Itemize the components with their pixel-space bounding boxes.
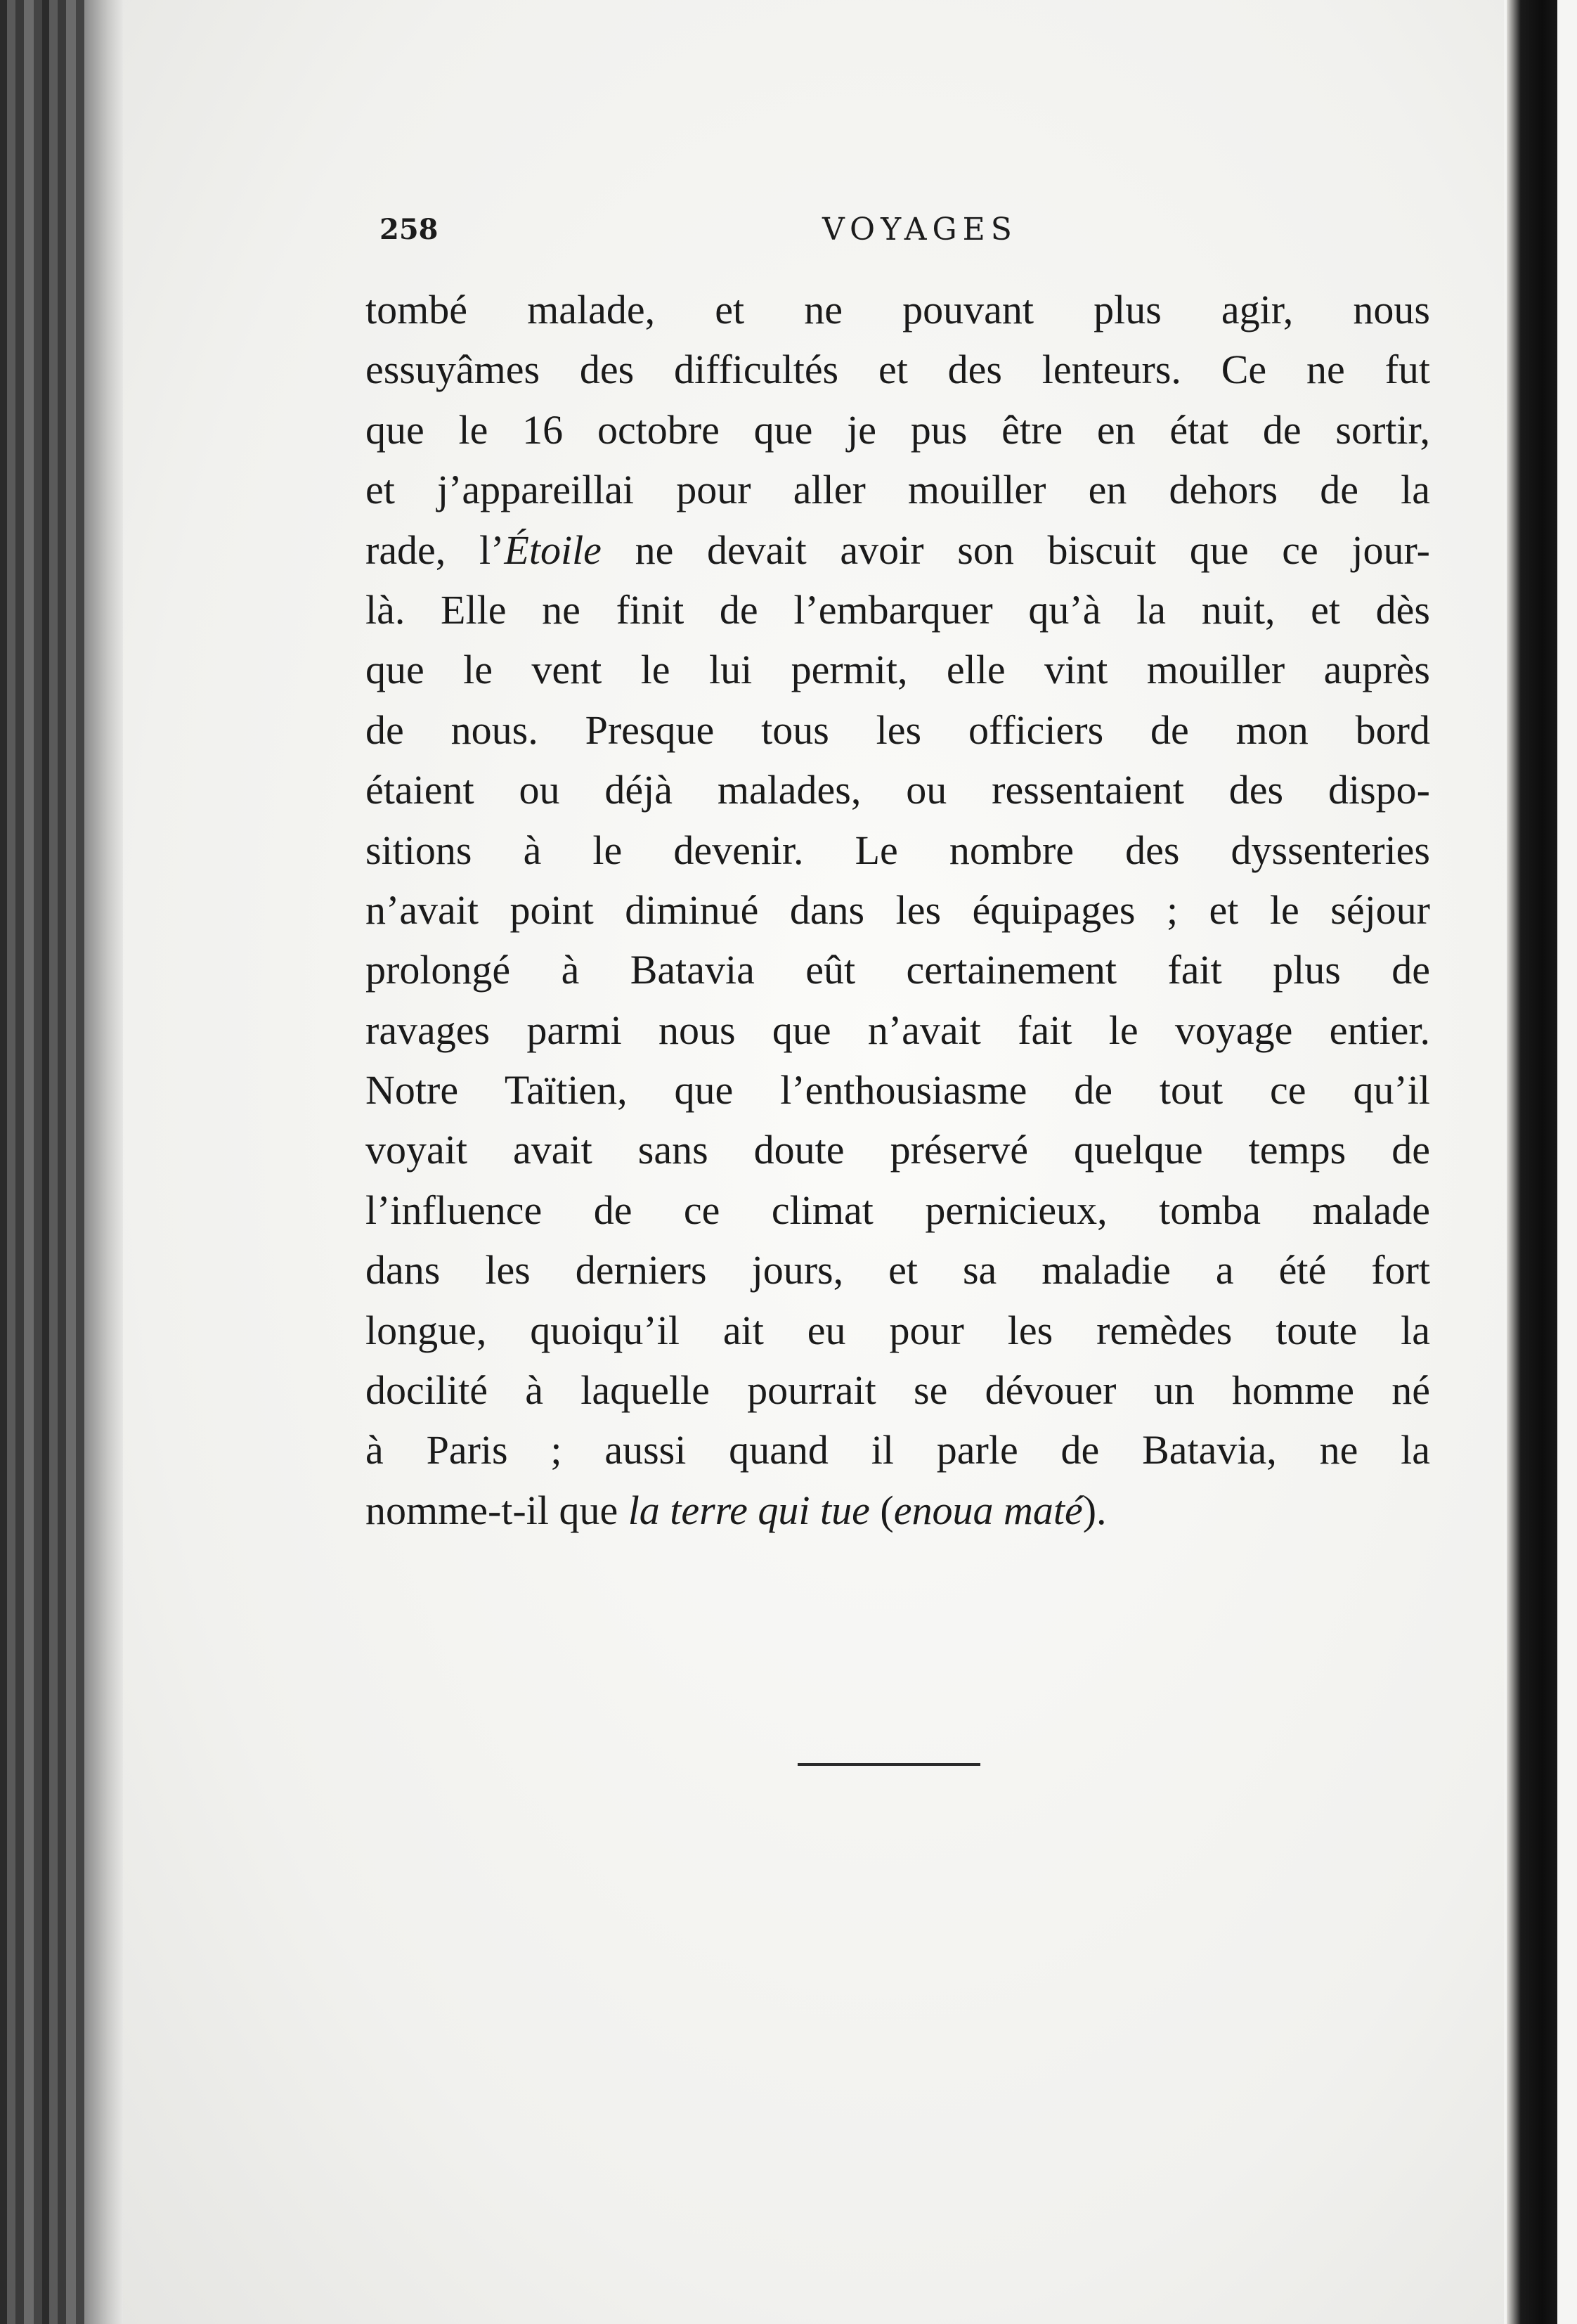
running-head xyxy=(379,207,1420,250)
text-line-15: voyait avait sans doute préservé quelque temps de xyxy=(365,1127,1430,1173)
page-gutter-shadow xyxy=(84,0,123,2324)
text-line-5: rade, l’Étoile ne devait avoir son biscuit que ce jour- xyxy=(365,527,1430,573)
text-line-12: prolongé à Batavia eût certainement fait plus de xyxy=(365,947,1430,993)
body-text xyxy=(365,280,1430,1540)
text-line-16: l’influence de ce climat pernicieux, tomba malade xyxy=(365,1187,1430,1233)
running-title: VOYAGES xyxy=(822,212,1018,247)
text-line-7: que le vent le lui permit, elle vint mouiller auprès xyxy=(365,647,1430,693)
text-line-4: et j’appareillai pour aller mouiller en dehors de la xyxy=(365,467,1430,513)
text-line-8: de nous. Presque tous les officiers de mon bord xyxy=(365,706,1430,753)
text-line-1: tombé malade, et ne pouvant plus agir, nous xyxy=(365,287,1430,333)
text-line-11: n’avait point diminué dans les équipages ; et le séjour xyxy=(365,886,1430,933)
text-line-21: nomme-t-il que la terre qui tue (enoua maté). xyxy=(365,1487,1107,1533)
text-line-14: Notre Taïtien, que l’enthousiasme de tout ce qu’il xyxy=(365,1067,1430,1113)
text-line-19: docilité à laquelle pourrait se dévouer un homme né xyxy=(365,1367,1430,1414)
ship-name-italic: Étoile xyxy=(504,527,602,573)
text-line-10: sitions à le devenir. Le nombre des dyssenteries xyxy=(365,827,1430,873)
text-line-13: ravages parmi nous que n’avait fait le voyage entier. xyxy=(365,1007,1430,1053)
page-number: 258 xyxy=(379,213,439,246)
text-line-3: que le 16 octobre que je pus être en état de sortir, xyxy=(365,406,1430,453)
scan-margin-right xyxy=(1557,0,1577,2324)
text-line-2: essuyâmes des difficultés et des lenteurs. Ce ne fut xyxy=(365,347,1430,393)
italic-phrase: la terre qui tue xyxy=(628,1487,870,1533)
text-line-17: dans les derniers jours, et sa maladie a été fort xyxy=(365,1247,1430,1293)
text-line-20: à Paris ; aussi quand il parle de Batavia, ne la xyxy=(365,1427,1430,1473)
text-line-18: longue, quoiqu’il ait eu pour les remèdes toute la xyxy=(365,1307,1430,1353)
text-line-6: là. Elle ne finit de l’embarquer qu’à la nuit, et dès xyxy=(365,586,1430,633)
italic-native-phrase: enoua maté xyxy=(893,1487,1083,1533)
section-end-rule xyxy=(798,1763,980,1766)
text-line-9: étaient ou déjà malades, ou ressentaient des dispo- xyxy=(365,767,1430,813)
